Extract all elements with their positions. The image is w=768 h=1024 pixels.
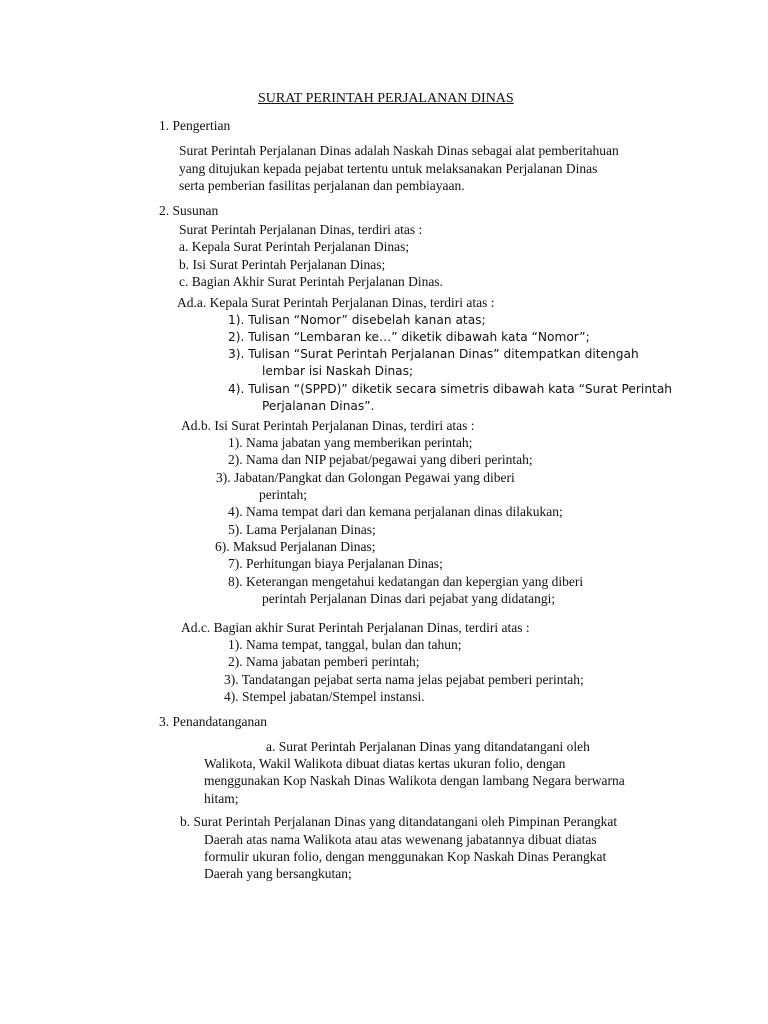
adb-item-continued: perintah Perjalanan Dinas dari pejabat yang didatangi; [262,591,556,606]
ada-item: 4). Tulisan “(SPPD)” diketik secara simetris dibawah kata “Surat Perintah [228,382,673,396]
adb-item: 6). Maksud Perjalanan Dinas; [215,539,376,554]
section-2-intro: Surat Perintah Perjalanan Dinas, terdiri atas : [179,222,423,237]
section-3-item-b-line: b. Surat Perintah Perjalanan Dinas yang ditandatangani oleh Pimpinan Perangkat [180,814,618,829]
adb-item: 8). Keterangan mengetahui kedatangan dan kepergian yang diberi [228,574,584,589]
section-2-item: c. Bagian Akhir Surat Perintah Perjalanan Dinas. [179,274,443,289]
section-3-item-a-line: menggunakan Kop Naskah Dinas Walikota dengan lambang Negara berwarna [204,773,625,788]
ada-item: 2). Tulisan “Lembaran ke…” diketik dibawah kata “Nomor”; [228,330,590,344]
section-3-heading: 3. Penandatanganan [159,714,267,729]
section-3-item-a-line: hitam; [204,791,239,806]
ada-item-continued: Perjalanan Dinas”. [262,399,375,413]
ada-item: 3). Tulisan “Surat Perintah Perjalanan Dinas” ditempatkan ditengah [228,347,639,361]
section-3-item-a-line: Walikota, Wakil Walikota dibuat diatas kertas ukuran folio, dengan [204,756,566,771]
section-3-item-a-line: a. Surat Perintah Perjalanan Dinas yang ditandatangani oleh [266,739,590,754]
section-2-heading: 2. Susunan [159,203,219,218]
adb-item: 1). Nama jabatan yang memberikan perintah; [228,435,473,450]
section-1-heading: 1. Pengertian [159,118,231,133]
ada-heading: Ad.a. Kepala Surat Perintah Perjalanan Dinas, terdiri atas : [177,295,495,310]
adb-item: 3). Jabatan/Pangkat dan Golongan Pegawai yang diberi [216,470,515,485]
adc-item: 2). Nama jabatan pemberi perintah; [228,654,420,669]
section-1-paragraph-line: yang ditujukan kepada pejabat tertentu untuk melaksanakan Perjalanan Dinas [179,161,598,176]
section-3-item-b-line: Daerah atas nama Walikota atau atas wewenang jabatannya dibuat diatas [204,832,597,847]
adb-item: 5). Lama Perjalanan Dinas; [228,522,376,537]
adb-item: 7). Perhitungan biaya Perjalanan Dinas; [228,556,443,571]
adc-heading: Ad.c. Bagian akhir Surat Perintah Perjalanan Dinas, terdiri atas : [181,620,530,635]
adc-item: 3). Tandatangan pejabat serta nama jelas pejabat pemberi perintah; [224,672,584,687]
section-2-item: b. Isi Surat Perintah Perjalanan Dinas; [179,257,386,272]
section-3-item-b-line: formulir ukuran folio, dengan menggunakan Kop Naskah Dinas Perangkat [204,849,607,864]
section-3-item-b-line: Daerah yang bersangkutan; [204,866,352,881]
adb-item-continued: perintah; [259,487,307,502]
adc-item: 4). Stempel jabatan/Stempel instansi. [224,689,425,704]
adb-item: 2). Nama dan NIP pejabat/pegawai yang diberi perintah; [228,452,533,467]
section-1-paragraph-line: Surat Perintah Perjalanan Dinas adalah Naskah Dinas sebagai alat pemberitahuan [179,143,619,158]
ada-item-continued: lembar isi Naskah Dinas; [262,364,414,378]
adb-item: 4). Nama tempat dari dan kemana perjalanan dinas dilakukan; [228,504,563,519]
document-title: SURAT PERINTAH PERJALANAN DINAS [258,91,514,106]
section-2-item: a. Kepala Surat Perintah Perjalanan Dinas; [179,239,410,254]
adb-heading: Ad.b. Isi Surat Perintah Perjalanan Dinas, terdiri atas : [181,418,475,433]
ada-item: 1). Tulisan “Nomor” disebelah kanan atas; [228,313,486,327]
section-1-paragraph-line: serta pemberian fasilitas perjalanan dan pembiayaan. [179,178,465,193]
adc-item: 1). Nama tempat, tanggal, bulan dan tahun; [228,637,462,652]
